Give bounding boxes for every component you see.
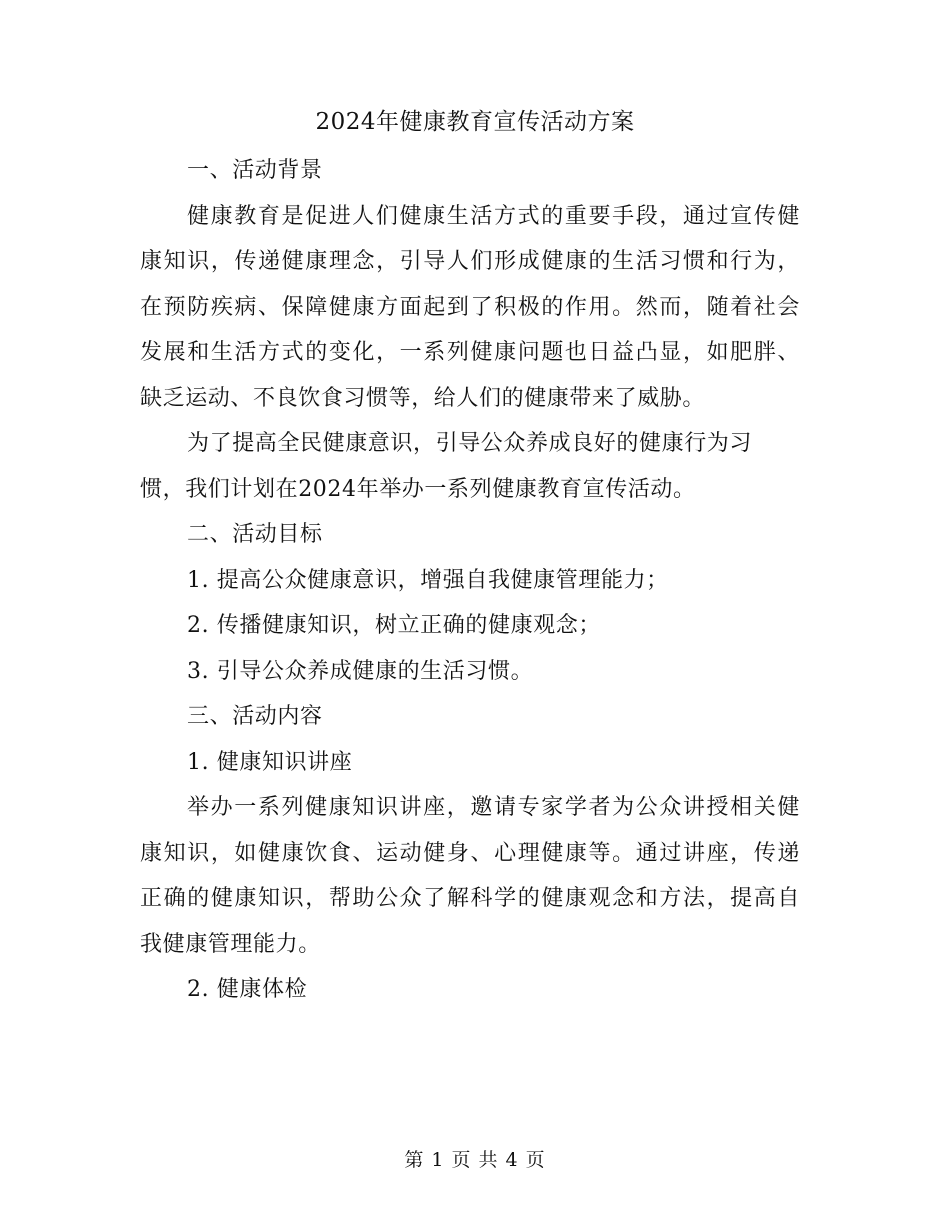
paragraph-line: 缺乏运动、不良饮食习惯等，给人们的健康带来了威胁。 xyxy=(140,385,706,411)
paragraph-line: 正确的健康知识，帮助公众了解科学的健康观念和方法，提高自 xyxy=(140,886,800,911)
paragraph-line: 举办一系列健康知识讲座，邀请专家学者为公众讲授相关健 xyxy=(187,795,800,820)
paragraph-line: 发展和生活方式的变化，一系列健康问题也日益凸显，如肥胖、 xyxy=(140,340,800,365)
paragraph-line: 在预防疾病、保障健康方面起到了积极的作用。然而，随着社会 xyxy=(140,294,800,320)
goal-item: 2. 传播健康知识，树立正确的健康观念； xyxy=(187,613,601,638)
page-footer: 第 1 页 共 4 页 xyxy=(404,1149,546,1171)
paragraph-line: 健康教育是促进人们健康生活方式的重要手段，通过宣传健 xyxy=(187,203,800,229)
goal-item: 1. 提高公众健康意识，增强自我健康管理能力； xyxy=(187,567,669,593)
subsection-heading: 2. 健康体检 xyxy=(187,977,308,1002)
paragraph-line: 我健康管理能力。 xyxy=(140,931,321,957)
document-title: 2024年健康教育宣传活动方案 xyxy=(315,109,635,135)
goal-item: 3. 引导公众养成健康的生活习惯。 xyxy=(187,658,534,684)
section-heading-background: 一、活动背景 xyxy=(187,158,323,183)
paragraph-line: 康知识，传递健康理念，引导人们形成健康的生活习惯和行为， xyxy=(140,249,800,274)
document-body xyxy=(140,148,800,1013)
section-heading-content: 三、活动内容 xyxy=(187,704,323,729)
subsection-heading: 1. 健康知识讲座 xyxy=(187,749,353,775)
paragraph-line: 为了提高全民健康意识，引导公众养成良好的健康行为习 xyxy=(187,431,753,456)
section-heading-goals: 二、活动目标 xyxy=(187,522,323,547)
paragraph-line: 惯，我们计划在2024年举办一系列健康教育宣传活动。 xyxy=(140,476,696,502)
paragraph-line: 康知识，如健康饮食、运动健身、心理健康等。通过讲座，传递 xyxy=(140,840,800,866)
